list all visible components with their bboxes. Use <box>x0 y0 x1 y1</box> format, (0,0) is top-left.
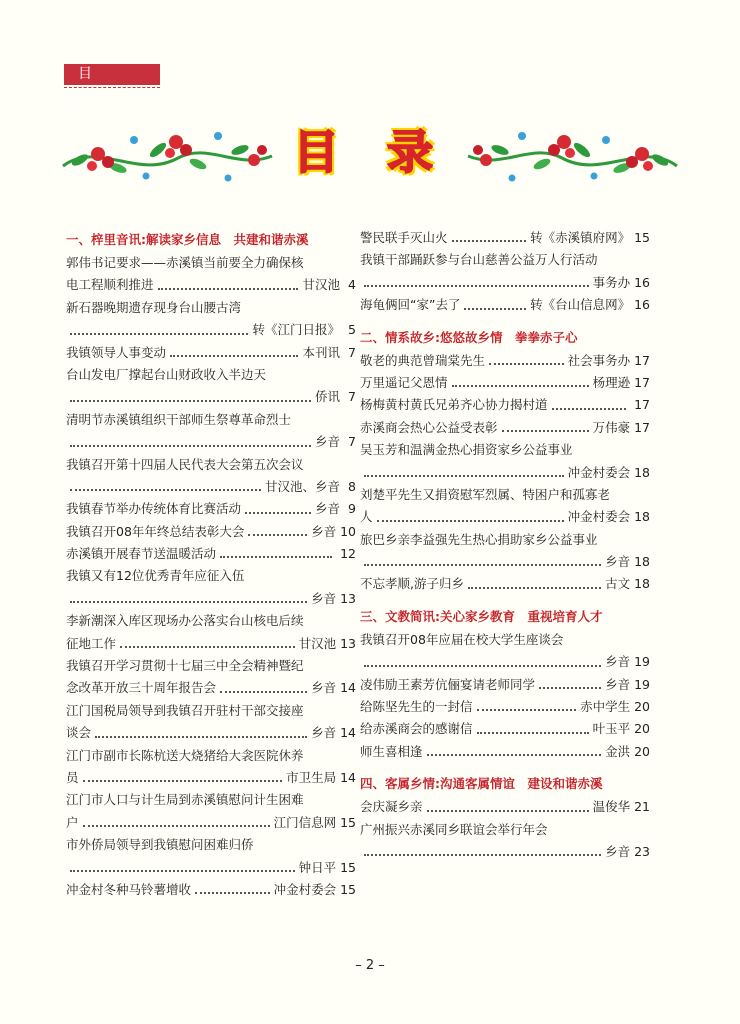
toc-entry-title: 师生喜相逢 <box>360 743 423 759</box>
leader-dots <box>477 696 577 711</box>
toc-entry-source: 乡音 <box>311 590 337 606</box>
toc-entry[interactable] <box>360 227 650 249</box>
toc-entry-title[interactable]: 李新潮深入库区现场办公落实台山核电后续 <box>66 613 304 629</box>
toc-entry-source: 冲金村委会 <box>273 881 337 897</box>
leader-dots <box>70 386 311 401</box>
leader-dots <box>95 722 307 737</box>
toc-entry-title: 征地工作 <box>66 635 117 651</box>
toc-entry-source: 钟日平 <box>298 859 337 875</box>
toc-entry[interactable] <box>360 696 650 718</box>
toc-entry-source: 乡音 <box>311 680 337 696</box>
toc-entry-title[interactable]: 我镇召开学习贯彻十七届三中全会精神暨纪 <box>66 658 304 674</box>
leader-dots <box>83 812 270 827</box>
leader-dots <box>245 498 311 513</box>
toc-entry[interactable] <box>360 796 650 818</box>
toc-entry[interactable] <box>66 386 356 408</box>
toc-entry-page: 17 <box>634 374 650 390</box>
toc-entry-title[interactable]: 江门市副市长陈杭送大烧猪给大衾医院休养 <box>66 747 304 763</box>
toc-entry-source: 侨讯 <box>314 389 340 405</box>
toc-entry-source: 本刊讯 <box>302 344 340 360</box>
toc-entry-source: 乡音 <box>605 654 631 670</box>
toc-entry-page: 17 <box>634 419 650 435</box>
toc-column-left <box>66 227 356 901</box>
leader-dots <box>70 588 307 603</box>
toc-entry[interactable] <box>360 651 650 673</box>
toc-entry[interactable] <box>66 274 356 296</box>
toc-section-heading: 二、情系故乡:悠悠故乡情 拳拳赤子心 <box>360 329 578 345</box>
toc-entry-title[interactable]: 郭伟书记要求——赤溪镇当前要全力确保核 <box>66 255 304 270</box>
berry-icon <box>248 154 260 166</box>
toc-entry[interactable] <box>360 294 650 316</box>
leader-dots <box>220 543 332 558</box>
toc-entry-source: 乡音 <box>605 843 631 859</box>
leader-dots <box>539 674 601 689</box>
toc-entry-title: 敬老的典范曾瑞棠先生 <box>360 352 486 368</box>
leader-dots <box>427 796 589 811</box>
toc-entry-page: 7 <box>348 434 356 450</box>
toc-entry-page: 14 <box>340 725 356 741</box>
toc-entry[interactable] <box>360 417 650 439</box>
leader-dots <box>70 431 311 446</box>
toc-entry-source: 转《赤溪镇府网》 <box>530 230 631 245</box>
toc-entry-page: 4 <box>348 277 356 293</box>
toc-entry-title: 海龟俩回“家”去了 <box>360 297 461 313</box>
toc-entry-page: 5 <box>348 322 356 338</box>
toc-entry-title: 人 <box>360 509 373 525</box>
toc-entry-title: 谈会 <box>66 725 92 741</box>
toc-entry-page: 17 <box>634 352 650 368</box>
toc-entry-page: 23 <box>634 843 650 859</box>
flower-icon <box>214 132 222 140</box>
toc-entry-page: 15 <box>340 859 356 875</box>
toc-section-heading: 三、文教简讯:关心家乡教育 重视培育人才 <box>360 608 603 624</box>
toc-entry-title[interactable]: 吴玉芳和温满金热心捐资家乡公益事业 <box>360 442 573 458</box>
toc-entry-page: 14 <box>340 769 356 785</box>
toc-entry-title[interactable]: 旅巴乡亲李益强先生热心捐助家乡公益事业 <box>360 531 598 547</box>
toc-entry-source: 叶玉平 <box>592 721 631 737</box>
toc-entry-page: 15 <box>340 881 356 897</box>
toc-entry-source: 赤中学生 <box>580 699 631 715</box>
section-label: 目 录 <box>64 64 160 85</box>
leader-dots <box>427 741 602 756</box>
leader-dots <box>552 394 627 409</box>
toc-entry-page: 16 <box>634 297 650 313</box>
toc-entry-title: 员 <box>66 769 79 785</box>
toc-entry-title: 我镇召开08年年终总结表彰大会 <box>66 523 245 539</box>
toc-entry[interactable] <box>360 394 650 416</box>
toc-entry-source: 市卫生局 <box>286 769 337 785</box>
leader-dots <box>464 294 526 309</box>
toc-entry-title: 杨梅黄村黄氏兄弟齐心协力揭村道 <box>360 397 548 413</box>
leaf-icon <box>230 143 250 157</box>
leader-dots <box>452 227 527 242</box>
toc-entry-source: 转《江门日报》 <box>252 322 340 338</box>
toc-entry-title[interactable]: 江门市人口与计生局到赤溪镇慰问计生困难 <box>66 792 304 808</box>
toc-entry[interactable] <box>360 372 650 394</box>
toc-entry[interactable] <box>66 633 356 655</box>
toc-entry-page: 17 <box>634 397 650 413</box>
toc-entry[interactable] <box>66 812 356 834</box>
flower-icon <box>143 173 150 180</box>
toc-entry-source: 万伟豪 <box>592 419 631 435</box>
leader-dots <box>158 274 299 289</box>
leader-dots <box>452 372 589 387</box>
berry-icon <box>102 156 114 168</box>
toc-entry-source: 冲金村委会 <box>567 509 631 525</box>
toc-entry-title: 我镇春节举办传统体育比赛活动 <box>66 501 242 517</box>
berry-icon <box>180 144 192 156</box>
leader-dots <box>364 462 564 477</box>
toc-entry[interactable] <box>66 879 356 901</box>
leader-dots <box>248 521 307 536</box>
toc-entry-source: 事务办 <box>592 274 631 290</box>
toc-entry-title: 不忘孝顺,游子归乡 <box>360 576 464 592</box>
leader-dots <box>220 677 307 692</box>
toc-entry-page: 20 <box>634 721 650 737</box>
title-char-2: 录 <box>387 125 433 179</box>
toc-section-heading: 四、客属乡情:沟通客属情谊 建设和谐赤溪 <box>360 776 603 792</box>
toc-entry-source: 江门信息网 <box>273 814 337 830</box>
toc-entry[interactable] <box>360 272 650 294</box>
toc-column-right <box>360 227 650 863</box>
toc-entry-title: 赤溪商会热心公益受表彰 <box>360 419 498 435</box>
leader-dots <box>70 319 248 334</box>
leader-dots <box>502 417 589 432</box>
leader-dots <box>195 879 270 894</box>
leader-dots <box>364 841 601 856</box>
toc-entry-page: 19 <box>634 654 650 670</box>
leader-dots <box>170 342 298 357</box>
toc-entry[interactable] <box>66 677 356 699</box>
page-number: – 2 – <box>355 958 385 973</box>
toc-entry-page: 21 <box>634 799 650 815</box>
toc-entry-page: 20 <box>634 699 650 715</box>
toc-section-heading: 一、梓里音讯:解读家乡信息 共建和谐赤溪 <box>66 232 309 247</box>
toc-entry-source: 乡音 <box>314 434 340 450</box>
toc-entry-page: 18 <box>634 576 650 592</box>
toc-entry-source: 乡音 <box>311 725 337 741</box>
toc-entry[interactable] <box>360 718 650 740</box>
toc-entry-title[interactable]: 我镇又有12位优秀青年应征入伍 <box>66 568 245 584</box>
toc-entry-title: 给赤溪商会的感谢信 <box>360 721 473 737</box>
leader-dots <box>70 857 295 872</box>
toc-entry-title[interactable]: 台山发电厂撑起台山财政收入半边天 <box>66 366 267 382</box>
toc-entry-title: 会庆凝乡亲 <box>360 799 423 815</box>
toc-entry-page: 18 <box>634 464 650 480</box>
leader-dots <box>477 718 589 733</box>
toc-entry-title: 户 <box>66 814 79 830</box>
toc-entry-title: 冲金村冬种马铃薯增收 <box>66 881 192 897</box>
flower-icon <box>225 175 232 182</box>
toc-entry-title: 我镇领导人事变动 <box>66 344 167 360</box>
toc-entry[interactable] <box>66 498 356 520</box>
toc-entry[interactable] <box>360 841 650 863</box>
toc-entry-title[interactable]: 刘楚平先生又捐资慰军烈属、特困户和孤寡老 <box>360 486 611 502</box>
toc-entry-page: 15 <box>340 814 356 830</box>
toc-entry[interactable] <box>66 543 356 565</box>
toc-entry[interactable] <box>66 588 356 610</box>
toc-entry-source: 乡音 <box>314 501 340 517</box>
toc-entry-page: 15 <box>634 230 650 245</box>
toc-entry[interactable] <box>66 476 356 498</box>
toc-entry-title[interactable]: 我镇干部踊跃参与台山慈善公益万人行活动 <box>360 252 598 268</box>
leaf-icon <box>148 141 168 160</box>
toc-entry-page: 19 <box>634 676 650 692</box>
toc-entry-source: 甘汉池 <box>302 277 340 293</box>
toc-entry[interactable] <box>360 506 650 528</box>
berry-icon <box>257 145 267 155</box>
leader-dots <box>364 272 589 287</box>
toc-entry[interactable] <box>360 551 650 573</box>
toc-entry-page: 13 <box>340 635 356 651</box>
toc-entry-source: 乡音 <box>311 523 337 539</box>
leaf-icon <box>188 157 208 172</box>
toc-entry-title: 给陈坚先生的一封信 <box>360 699 473 715</box>
toc-entry-title[interactable]: 我镇召开08年应届在校大学生座谈会 <box>360 631 564 647</box>
flower-icon <box>130 136 138 144</box>
toc-entry-title: 念改革开放三十周年报告会 <box>66 680 217 696</box>
toc-entry-title[interactable]: 清明节赤溪镇组织干部师生祭尊革命烈士 <box>66 411 292 427</box>
toc-entry-source: 社会事务办 <box>567 352 631 368</box>
toc-entry-page: 10 <box>340 523 356 539</box>
title-char-1: 目 <box>293 125 339 179</box>
toc-entry-page: 18 <box>634 509 650 525</box>
toc-entry-page: 8 <box>348 478 356 494</box>
toc-entry-title[interactable]: 江门国税局领导到我镇召开驻村干部交接座 <box>66 702 304 718</box>
leader-dots <box>364 551 601 566</box>
toc-entry[interactable] <box>360 573 650 595</box>
leader-dots <box>489 350 564 365</box>
toc-entry[interactable] <box>66 521 356 543</box>
berry-icon <box>165 148 175 158</box>
leader-dots <box>377 506 564 521</box>
toc-entry-page: 7 <box>348 344 356 360</box>
toc-entry[interactable] <box>66 857 356 879</box>
toc-entry-source: 杨理逊 <box>592 374 631 390</box>
leader-dots <box>364 651 601 666</box>
toc-entry-title: 凌伟励王素芳伉俪宴请老师同学 <box>360 676 536 692</box>
toc-entry-page: 7 <box>348 389 356 405</box>
toc-entry[interactable] <box>66 431 356 453</box>
toc-entry-source: 甘汉池 <box>298 635 337 651</box>
toc-entry-source: 乡音 <box>605 676 631 692</box>
toc-entry-title: 警民联手灭山火 <box>360 230 448 245</box>
toc-entry-page: 12 <box>340 546 356 562</box>
toc-entry-source: 乡音 <box>605 554 631 570</box>
toc-entry-title[interactable]: 新石器晚期遗存现身台山腰古湾 <box>66 299 242 315</box>
toc-entry[interactable] <box>66 342 356 364</box>
leader-dots <box>83 767 283 782</box>
leader-dots <box>120 633 295 648</box>
leader-dots <box>468 573 601 588</box>
toc-entry-title[interactable]: 广州振兴赤溪同乡联谊会举行年会 <box>360 821 548 837</box>
floral-banner <box>58 120 682 190</box>
toc-entry-page: 13 <box>340 590 356 606</box>
toc-entry-page: 18 <box>634 554 650 570</box>
toc-entry-source: 冲金村委会 <box>567 464 631 480</box>
toc-entry[interactable] <box>66 767 356 789</box>
berry-icon <box>87 161 97 171</box>
toc-entry[interactable] <box>360 741 650 763</box>
toc-entry-source: 甘汉池、乡音 <box>264 478 340 494</box>
toc-entry-page: 20 <box>634 743 650 759</box>
toc-entry[interactable] <box>360 462 650 484</box>
toc-entry-source: 温俊华 <box>592 799 631 815</box>
toc-entry[interactable] <box>66 319 356 341</box>
toc-entry-source: 转《台山信息网》 <box>530 297 631 313</box>
toc-entry-page: 14 <box>340 680 356 696</box>
toc-entry[interactable] <box>66 722 356 744</box>
toc-entry-title: 赤溪镇开展春节送温暖活动 <box>66 546 217 562</box>
toc-entry-page: 16 <box>634 274 650 290</box>
toc-entry-page: 9 <box>348 501 356 517</box>
toc-entry-title[interactable]: 我镇召开第十四届人民代表大会第五次会议 <box>66 456 304 472</box>
toc-entry-title: 电工程顺利推进 <box>66 277 154 293</box>
toc-entry-title: 万里遥记父恩情 <box>360 374 448 390</box>
toc-entry-source: 金洪 <box>605 743 631 759</box>
section-label-rule <box>64 87 160 88</box>
toc-entry[interactable] <box>360 350 650 372</box>
toc-entry[interactable] <box>360 674 650 696</box>
toc-entry-source: 古文 <box>605 576 631 592</box>
leader-dots <box>70 476 261 491</box>
toc-entry-title[interactable]: 市外侨局领导到我镇慰问困难归侨 <box>66 837 254 853</box>
